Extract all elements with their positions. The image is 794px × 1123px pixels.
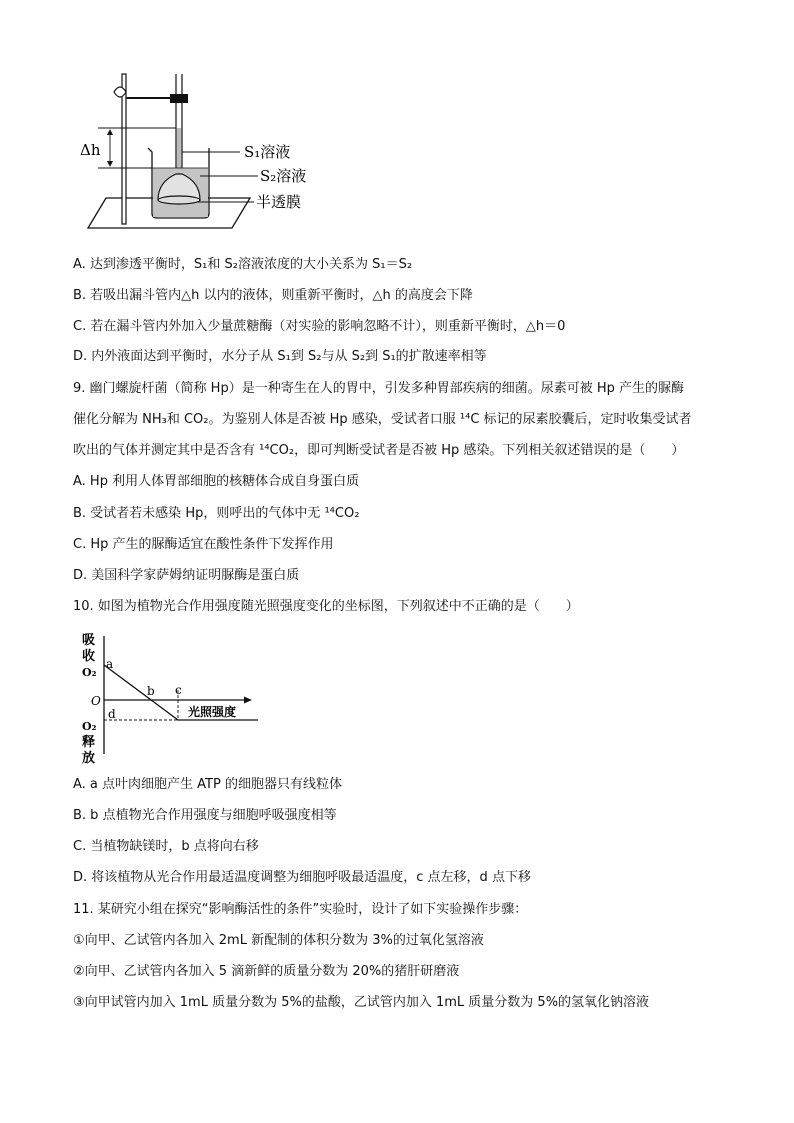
q9-option-c: C. Hp 产生的脲酶适宜在酸性条件下发挥作用: [73, 537, 334, 552]
point-d-label: d: [108, 707, 116, 721]
s1-label: S₁溶液: [244, 143, 291, 161]
q10-stem: 10. 如图为植物光合作用强度随光照强度变化的坐标图，下列叙述中不正确的是（ ）: [73, 599, 579, 614]
osmosis-apparatus-figure: [78, 68, 340, 236]
delta-h-arrowhead-down: [107, 161, 113, 167]
q11-step-1: ①向甲、乙试管内各加入 2mL 新配制的体积分数为 3%的过氧化氢溶液: [73, 933, 484, 948]
y-bottom-label-1: O₂: [82, 720, 97, 733]
q9-stem-line-3: 吹出的气体并测定其中是否含有 ¹⁴CO₂，即可判断受试者是否被 Hp 感染。下列相关叙述错误的是（ ）: [73, 443, 685, 458]
y-top-label-3: O₂: [82, 666, 97, 679]
point-c-label: c: [175, 683, 182, 697]
s2-label: S₂溶液: [260, 167, 307, 185]
q11-step-3: ③向甲试管内加入 1mL 质量分数为 5%的盐酸，乙试管内加入 1mL 质量分数为 5%的氢氧化钠溶液: [73, 995, 650, 1010]
q9-stem-line-2: 催化分解为 NH₃和 CO₂。为鉴别人体是否被 Hp 感染，受试者口服 ¹⁴C 标记的尿素胶囊后，定时收集受试者: [73, 412, 692, 427]
q9-option-b: B. 受试者若未感染 Hp，则呼出的气体中无 ¹⁴CO₂: [73, 506, 360, 521]
q10-option-b: B. b 点植物光合作用强度与细胞呼吸强度相等: [73, 808, 337, 823]
q8-option-b: B. 若吸出漏斗管内△h 以内的液体，则重新平衡时，△h 的高度会下降: [73, 288, 473, 303]
clamp-block: [170, 94, 188, 103]
q11-step-2: ②向甲、乙试管内各加入 5 滴新鲜的质量分数为 20%的猪肝研磨液: [73, 964, 460, 979]
delta-h-arrowhead-up: [107, 129, 113, 135]
y-top-label-1: 吸: [82, 633, 96, 648]
membrane: [158, 196, 200, 204]
point-b-label: b: [147, 684, 155, 698]
photosynthesis-graph: [76, 628, 266, 768]
q10-option-c: C. 当植物缺镁时，b 点将向右移: [73, 839, 259, 854]
membrane-label: 半透膜: [256, 193, 302, 211]
q8-option-c: C. 若在漏斗管内外加入少量蔗糖酶（对实验的影响忽略不计），则重新平衡时，△h＝0: [73, 319, 566, 334]
x-axis-arrowhead: [244, 697, 252, 704]
q8-option-a: A. 达到渗透平衡时，S₁和 S₂溶液浓度的大小关系为 S₁＝S₂: [73, 257, 413, 272]
q10-option-d: D. 将该植物从光合作用最适温度调整为细胞呼吸最适温度，c 点左移，d 点下移: [73, 870, 531, 885]
x-axis-label: 光照强度: [188, 705, 237, 719]
origin-label: O: [91, 694, 101, 708]
point-a-label: a: [106, 657, 114, 671]
q8-option-d: D. 内外液面达到平衡时，水分子从 S₁到 S₂与从 S₂到 S₁的扩散速率相等: [73, 349, 487, 364]
q9-option-a: A. Hp 利用人体胃部细胞的核糖体合成自身蛋白质: [73, 474, 360, 489]
y-top-label-2: 收: [82, 649, 96, 664]
q11-stem: 11. 某研究小组在探究“影响酶活性的条件”实验时，设计了如下实验操作步骤：: [73, 902, 528, 917]
y-bottom-label-2: 释: [82, 735, 96, 750]
y-bottom-label-3: 放: [82, 751, 96, 766]
q9-option-d: D. 美国科学家萨姆纳证明脲酶是蛋白质: [73, 568, 300, 583]
q9-stem-line-1: 9. 幽门螺旋杆菌（简称 Hp）是一种寄生在人的胃中，引发多种胃部疾病的细菌。尿素可被 Hp 产生的脲酶: [73, 381, 684, 396]
delta-h-label: Δh: [80, 141, 101, 159]
q10-option-a: A. a 点叶肉细胞产生 ATP 的细胞器只有线粒体: [73, 777, 342, 792]
